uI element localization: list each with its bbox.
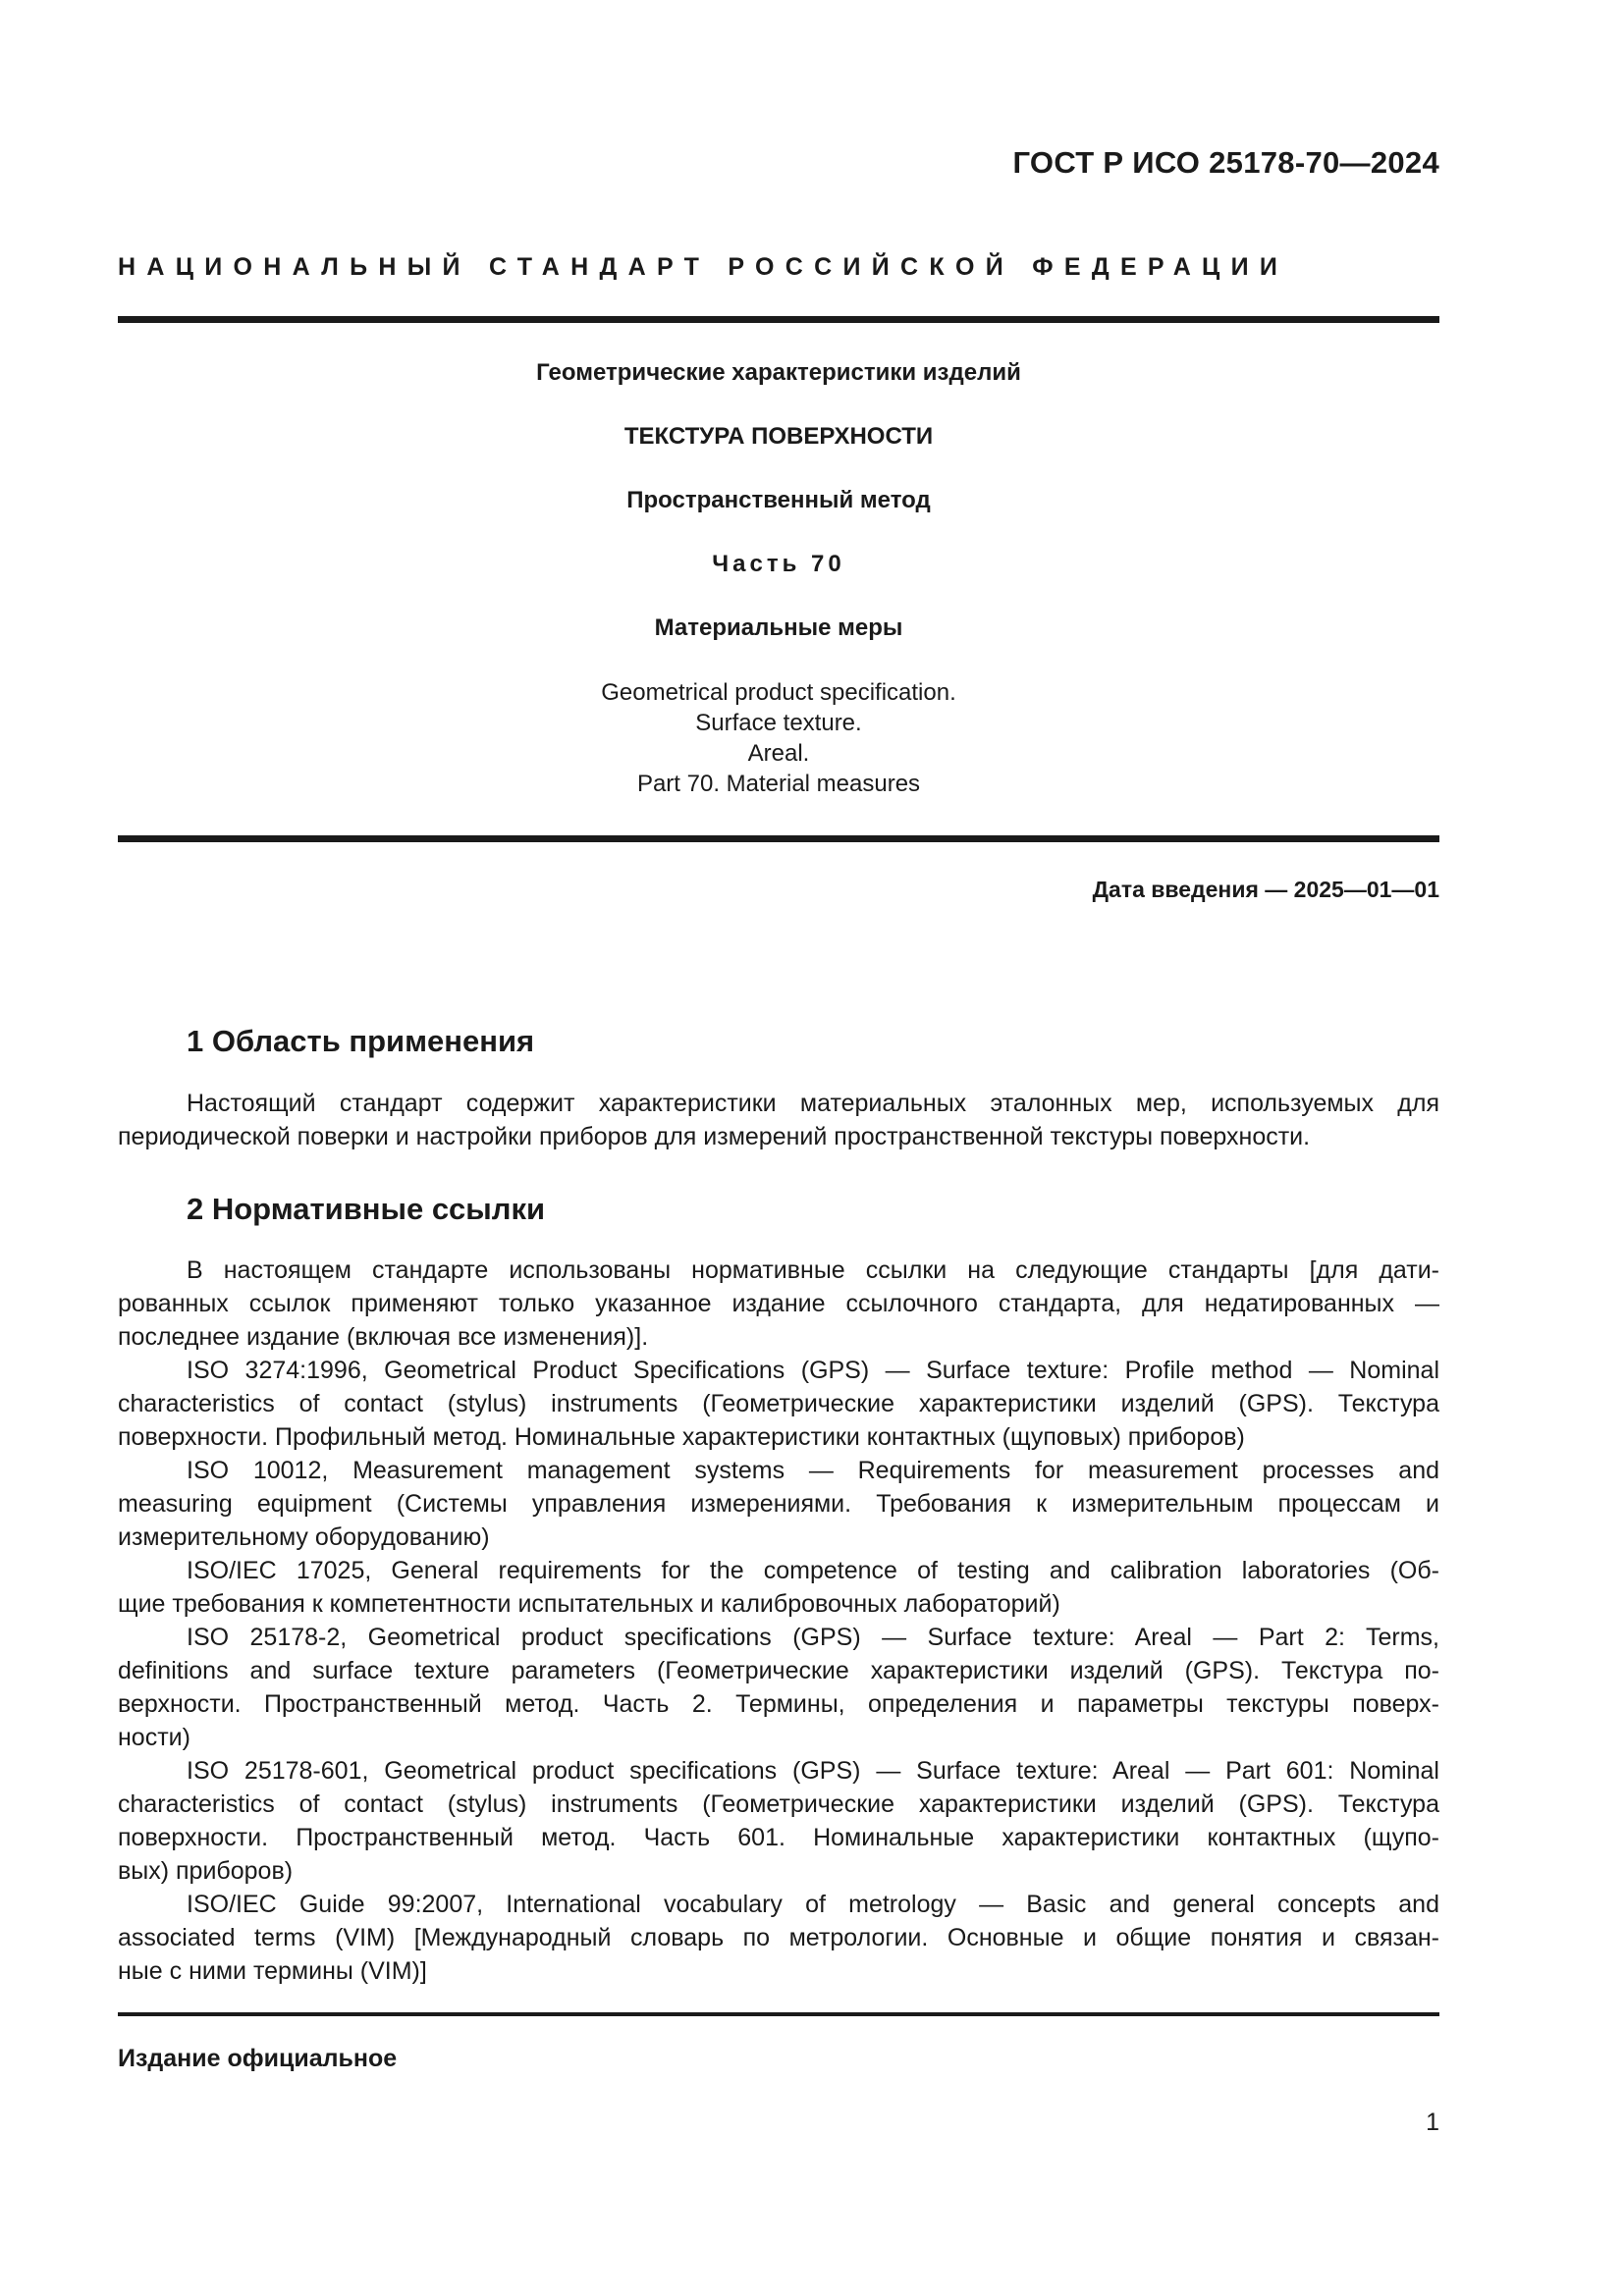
national-standard-title: НАЦИОНАЛЬНЫЙ СТАНДАРТ РОССИЙСКОЙ ФЕДЕРАЦИИ (118, 253, 1289, 281)
text-line: верхности. Пространственный метод. Часть 2. Термины, определения и параметры текстуры поверх- (118, 1690, 1439, 1718)
official-edition-label: Издание официальное (118, 2045, 398, 2072)
english-title-line: Part 70. Material measures (636, 771, 921, 797)
text-line: ISO/IEC 17025, General requirements for the competence of testing and calibration laboratories (Об- (187, 1557, 1439, 1584)
text-line: щие требования к компетентности испытательных и калибровочных лабораторий) (118, 1590, 1060, 1618)
text-line: измерительному оборудованию) (118, 1523, 490, 1551)
text-line: ISO 25178-601, Geometrical product specifications (GPS) — Surface texture: Areal — Part 601: Nominal (187, 1757, 1439, 1785)
text-line: вых) приборов) (118, 1857, 294, 1885)
section-1-heading: 1 Область применения (187, 1024, 535, 1058)
text-line: measuring equipment (Системы управления измерениями. Требования к измерительным процессам и (118, 1490, 1439, 1518)
page-number: 1 (1426, 2109, 1439, 2136)
text-line: Настоящий стандарт содержит характеристики материальных эталонных мер, используемых для (187, 1090, 1439, 1117)
title-line-5: Материальные меры (654, 614, 903, 641)
text-line: ISO 3274:1996, Geometrical Product Specifications (GPS) — Surface texture: Profile method — Nominal (187, 1357, 1439, 1384)
text-line: ности) (118, 1724, 190, 1751)
gost-code: ГОСТ Р ИСО 25178-70—2024 (1012, 145, 1439, 180)
title-line-3: Пространственный метод (626, 487, 931, 513)
text-line: рованных ссылок применяют только указанное издание ссылочного стандарта, для недатированных — (118, 1290, 1439, 1317)
text-line: поверхности. Профильный метод. Номинальные характеристики контактных (щуповых) приборов) (118, 1423, 1245, 1451)
english-title-line: Areal. (747, 740, 810, 767)
text-line: characteristics of contact (stylus) instruments (Геометрические характеристики изделий (GPS). Текстура (118, 1390, 1439, 1417)
section-2-heading: 2 Нормативные ссылки (187, 1192, 546, 1226)
text-line: последнее издание (включая все изменения)]. (118, 1323, 649, 1351)
text-line: associated terms (VIM) [Международный словарь по метрологии. Основные и общие понятия и связан- (118, 1924, 1439, 1951)
english-title-line: Geometrical product specification. (601, 679, 956, 706)
text-line: периодической поверки и настройки приборов для измерений пространственной текстуры поверхности. (118, 1123, 1311, 1150)
title-line-1: Геометрические характеристики изделий (536, 359, 1021, 386)
text-line: characteristics of contact (stylus) instruments (Геометрические характеристики изделий (GPS). Текстура (118, 1790, 1439, 1818)
title-line-2: ТЕКСТУРА ПОВЕРХНОСТИ (623, 423, 934, 450)
introduction-date: Дата введения — 2025—01—01 (1092, 877, 1439, 902)
title-bottom-divider (118, 835, 1439, 842)
section-1-text (118, 1087, 1439, 1153)
text-line: ные с ними термины (VIM)] (118, 1957, 427, 1985)
section-2-text (118, 1254, 1439, 1988)
english-title (118, 677, 1439, 799)
text-line: definitions and surface texture parameters (Геометрические характеристики изделий (GPS). Текстура по- (118, 1657, 1439, 1684)
footer-divider (118, 2012, 1439, 2016)
top-divider (118, 316, 1439, 323)
english-title-line: Surface texture. (695, 710, 862, 736)
text-line: В настоящем стандарте использованы нормативные ссылки на следующие стандарты [для дати- (187, 1256, 1439, 1284)
text-line: ISO 10012, Measurement management systems — Requirements for measurement processes and (187, 1457, 1439, 1484)
title-part: Часть 70 (712, 551, 845, 577)
text-line: ISO 25178-2, Geometrical product specifications (GPS) — Surface texture: Areal — Part 2: Terms, (187, 1624, 1439, 1651)
text-line: ISO/IEC Guide 99:2007, International vocabulary of metrology — Basic and general concepts and (187, 1891, 1439, 1918)
text-line: поверхности. Пространственный метод. Часть 601. Номинальные характеристики контактных (щупо- (118, 1824, 1439, 1851)
